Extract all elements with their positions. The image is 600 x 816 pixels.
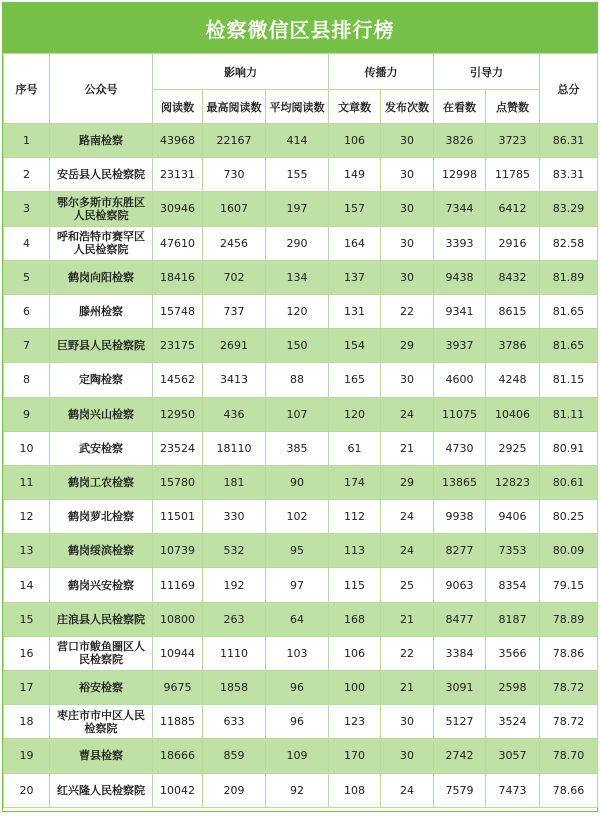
cell-likes: 6412 <box>486 192 540 226</box>
cell-avg-reads: 95 <box>266 534 329 568</box>
cell-articles: 120 <box>329 397 381 431</box>
cell-viewing: 2742 <box>434 739 486 773</box>
table-row <box>4 260 598 294</box>
cell-likes: 7473 <box>486 773 540 807</box>
cell-likes: 8432 <box>486 260 540 294</box>
cell-viewing: 5127 <box>434 705 486 739</box>
header-likes: 点赞数 <box>486 90 540 124</box>
cell-rank: 20 <box>4 773 50 807</box>
cell-reads: 9675 <box>153 671 203 705</box>
cell-rank: 1 <box>4 124 50 158</box>
cell-avg-reads: 134 <box>266 260 329 294</box>
cell-viewing: 11075 <box>434 397 486 431</box>
cell-account: 红兴隆人民检察院 <box>50 773 153 807</box>
cell-account: 滕州检察 <box>50 294 153 328</box>
cell-rank: 8 <box>4 363 50 397</box>
cell-total: 78.72 <box>540 705 598 739</box>
cell-total: 86.31 <box>540 124 598 158</box>
cell-articles: 123 <box>329 705 381 739</box>
cell-likes: 3057 <box>486 739 540 773</box>
cell-viewing: 3384 <box>434 636 486 670</box>
cell-likes: 9406 <box>486 500 540 534</box>
header-viewing: 在看数 <box>434 90 486 124</box>
cell-publishes: 24 <box>381 500 434 534</box>
cell-publishes: 21 <box>381 602 434 636</box>
cell-reads: 18666 <box>153 739 203 773</box>
cell-account: 枣庄市市中区人民检察院 <box>50 705 153 739</box>
cell-max-reads: 192 <box>203 568 266 602</box>
cell-likes: 3566 <box>486 636 540 670</box>
cell-total: 80.09 <box>540 534 598 568</box>
cell-viewing: 3393 <box>434 226 486 260</box>
header-spread: 传播力 <box>329 54 434 90</box>
cell-publishes: 30 <box>381 260 434 294</box>
cell-total: 82.58 <box>540 226 598 260</box>
cell-rank: 3 <box>4 192 50 226</box>
cell-articles: 164 <box>329 226 381 260</box>
cell-likes: 2916 <box>486 226 540 260</box>
table-row <box>4 534 598 568</box>
cell-publishes: 22 <box>381 294 434 328</box>
page-title: 检察微信区县排行榜 <box>3 3 597 53</box>
cell-total: 79.15 <box>540 568 598 602</box>
cell-avg-reads: 385 <box>266 431 329 465</box>
cell-account: 武安检察 <box>50 431 153 465</box>
header-influence: 影响力 <box>153 54 329 90</box>
table-row <box>4 226 598 260</box>
cell-articles: 154 <box>329 329 381 363</box>
cell-likes: 8187 <box>486 602 540 636</box>
cell-max-reads: 263 <box>203 602 266 636</box>
header-max-reads: 最高阅读数 <box>203 90 266 124</box>
cell-viewing: 8477 <box>434 602 486 636</box>
cell-rank: 9 <box>4 397 50 431</box>
table-row <box>4 158 598 192</box>
cell-articles: 100 <box>329 671 381 705</box>
cell-account: 鹤岗向阳检察 <box>50 260 153 294</box>
cell-account: 庄浪县人民检察院 <box>50 602 153 636</box>
cell-avg-reads: 150 <box>266 329 329 363</box>
cell-rank: 5 <box>4 260 50 294</box>
cell-max-reads: 1110 <box>203 636 266 670</box>
cell-total: 81.89 <box>540 260 598 294</box>
cell-viewing: 4600 <box>434 363 486 397</box>
cell-reads: 10042 <box>153 773 203 807</box>
cell-publishes: 29 <box>381 465 434 499</box>
cell-max-reads: 702 <box>203 260 266 294</box>
cell-articles: 131 <box>329 294 381 328</box>
cell-likes: 3723 <box>486 124 540 158</box>
cell-avg-reads: 290 <box>266 226 329 260</box>
cell-total: 78.66 <box>540 773 598 807</box>
cell-reads: 15780 <box>153 465 203 499</box>
cell-max-reads: 1858 <box>203 671 266 705</box>
cell-publishes: 30 <box>381 158 434 192</box>
cell-viewing: 4730 <box>434 431 486 465</box>
cell-avg-reads: 96 <box>266 705 329 739</box>
cell-publishes: 24 <box>381 534 434 568</box>
cell-max-reads: 3413 <box>203 363 266 397</box>
cell-max-reads: 1607 <box>203 192 266 226</box>
cell-account: 安岳县人民检察院 <box>50 158 153 192</box>
cell-articles: 170 <box>329 739 381 773</box>
cell-rank: 6 <box>4 294 50 328</box>
cell-articles: 137 <box>329 260 381 294</box>
cell-total: 78.72 <box>540 671 598 705</box>
cell-rank: 19 <box>4 739 50 773</box>
cell-articles: 112 <box>329 500 381 534</box>
cell-account: 鹤岗兴山检察 <box>50 397 153 431</box>
cell-total: 81.11 <box>540 397 598 431</box>
cell-articles: 115 <box>329 568 381 602</box>
cell-max-reads: 2456 <box>203 226 266 260</box>
cell-total: 78.70 <box>540 739 598 773</box>
table-header <box>4 54 598 124</box>
table-row <box>4 739 598 773</box>
table-row <box>4 329 598 363</box>
cell-rank: 16 <box>4 636 50 670</box>
header-publishes: 发布次数 <box>381 90 434 124</box>
cell-avg-reads: 103 <box>266 636 329 670</box>
cell-reads: 23131 <box>153 158 203 192</box>
cell-rank: 12 <box>4 500 50 534</box>
cell-max-reads: 330 <box>203 500 266 534</box>
cell-articles: 149 <box>329 158 381 192</box>
table-row <box>4 397 598 431</box>
cell-likes: 10406 <box>486 397 540 431</box>
table-row <box>4 773 598 807</box>
cell-articles: 106 <box>329 636 381 670</box>
cell-reads: 12950 <box>153 397 203 431</box>
cell-total: 81.65 <box>540 294 598 328</box>
cell-viewing: 12998 <box>434 158 486 192</box>
ranking-table <box>3 53 598 808</box>
cell-publishes: 30 <box>381 363 434 397</box>
cell-reads: 11885 <box>153 705 203 739</box>
cell-avg-reads: 92 <box>266 773 329 807</box>
cell-max-reads: 859 <box>203 739 266 773</box>
cell-rank: 17 <box>4 671 50 705</box>
cell-viewing: 3937 <box>434 329 486 363</box>
table-row <box>4 124 598 158</box>
cell-viewing: 9341 <box>434 294 486 328</box>
cell-reads: 43968 <box>153 124 203 158</box>
cell-account: 营口市鲅鱼圈区人民检察院 <box>50 636 153 670</box>
cell-reads: 18416 <box>153 260 203 294</box>
cell-max-reads: 436 <box>203 397 266 431</box>
table-row <box>4 363 598 397</box>
cell-publishes: 21 <box>381 431 434 465</box>
cell-max-reads: 737 <box>203 294 266 328</box>
cell-viewing: 9438 <box>434 260 486 294</box>
cell-rank: 10 <box>4 431 50 465</box>
cell-publishes: 24 <box>381 773 434 807</box>
table-row <box>4 294 598 328</box>
cell-reads: 47610 <box>153 226 203 260</box>
cell-viewing: 9063 <box>434 568 486 602</box>
table-row <box>4 568 598 602</box>
cell-likes: 7353 <box>486 534 540 568</box>
header-rank: 序号 <box>4 54 50 124</box>
cell-total: 80.61 <box>540 465 598 499</box>
cell-max-reads: 633 <box>203 705 266 739</box>
cell-reads: 23175 <box>153 329 203 363</box>
cell-total: 78.89 <box>540 602 598 636</box>
cell-max-reads: 730 <box>203 158 266 192</box>
cell-publishes: 30 <box>381 739 434 773</box>
cell-publishes: 25 <box>381 568 434 602</box>
table-row <box>4 192 598 226</box>
cell-account: 裕安检察 <box>50 671 153 705</box>
cell-rank: 4 <box>4 226 50 260</box>
cell-rank: 15 <box>4 602 50 636</box>
cell-rank: 2 <box>4 158 50 192</box>
cell-publishes: 30 <box>381 124 434 158</box>
cell-reads: 30946 <box>153 192 203 226</box>
cell-publishes: 30 <box>381 226 434 260</box>
cell-avg-reads: 197 <box>266 192 329 226</box>
cell-likes: 3524 <box>486 705 540 739</box>
cell-total: 83.31 <box>540 158 598 192</box>
cell-account: 曹县检察 <box>50 739 153 773</box>
cell-viewing: 7344 <box>434 192 486 226</box>
cell-rank: 18 <box>4 705 50 739</box>
table-row <box>4 602 598 636</box>
cell-avg-reads: 90 <box>266 465 329 499</box>
cell-max-reads: 22167 <box>203 124 266 158</box>
cell-viewing: 7579 <box>434 773 486 807</box>
cell-account: 鹤岗萝北检察 <box>50 500 153 534</box>
cell-reads: 11169 <box>153 568 203 602</box>
cell-reads: 10739 <box>153 534 203 568</box>
cell-max-reads: 532 <box>203 534 266 568</box>
cell-account: 鄂尔多斯市东胜区人民检察院 <box>50 192 153 226</box>
cell-publishes: 21 <box>381 671 434 705</box>
cell-total: 80.25 <box>540 500 598 534</box>
cell-avg-reads: 102 <box>266 500 329 534</box>
cell-articles: 106 <box>329 124 381 158</box>
cell-likes: 11785 <box>486 158 540 192</box>
cell-account: 鹤岗绥滨检察 <box>50 534 153 568</box>
table-body <box>4 124 598 808</box>
cell-avg-reads: 109 <box>266 739 329 773</box>
cell-account: 鹤岗工农检察 <box>50 465 153 499</box>
cell-avg-reads: 107 <box>266 397 329 431</box>
cell-avg-reads: 96 <box>266 671 329 705</box>
header-total: 总分 <box>540 54 598 124</box>
cell-rank: 13 <box>4 534 50 568</box>
cell-rank: 7 <box>4 329 50 363</box>
cell-reads: 15748 <box>153 294 203 328</box>
cell-account: 呼和浩特市赛罕区人民检察院 <box>50 226 153 260</box>
cell-likes: 12823 <box>486 465 540 499</box>
table-row <box>4 431 598 465</box>
cell-articles: 168 <box>329 602 381 636</box>
cell-articles: 61 <box>329 431 381 465</box>
cell-account: 巨野县人民检察院 <box>50 329 153 363</box>
cell-publishes: 30 <box>381 705 434 739</box>
cell-articles: 165 <box>329 363 381 397</box>
cell-likes: 4248 <box>486 363 540 397</box>
cell-total: 80.91 <box>540 431 598 465</box>
cell-account: 鹤岗兴安检察 <box>50 568 153 602</box>
cell-viewing: 3826 <box>434 124 486 158</box>
cell-total: 81.65 <box>540 329 598 363</box>
ranking-page <box>2 2 598 812</box>
cell-max-reads: 209 <box>203 773 266 807</box>
cell-publishes: 24 <box>381 397 434 431</box>
header-reads: 阅读数 <box>153 90 203 124</box>
cell-avg-reads: 64 <box>266 602 329 636</box>
cell-avg-reads: 155 <box>266 158 329 192</box>
cell-reads: 14562 <box>153 363 203 397</box>
cell-rank: 11 <box>4 465 50 499</box>
header-account: 公众号 <box>50 54 153 124</box>
table-row <box>4 465 598 499</box>
cell-viewing: 13865 <box>434 465 486 499</box>
cell-account: 定陶检察 <box>50 363 153 397</box>
cell-publishes: 22 <box>381 636 434 670</box>
cell-reads: 23524 <box>153 431 203 465</box>
cell-max-reads: 18110 <box>203 431 266 465</box>
header-avg-reads: 平均阅读数 <box>266 90 329 124</box>
cell-articles: 113 <box>329 534 381 568</box>
cell-viewing: 8277 <box>434 534 486 568</box>
cell-likes: 2598 <box>486 671 540 705</box>
cell-rank: 14 <box>4 568 50 602</box>
cell-publishes: 29 <box>381 329 434 363</box>
cell-reads: 10944 <box>153 636 203 670</box>
header-guidance: 引导力 <box>434 54 540 90</box>
cell-account: 路南检察 <box>50 124 153 158</box>
cell-likes: 3786 <box>486 329 540 363</box>
cell-publishes: 30 <box>381 192 434 226</box>
cell-avg-reads: 414 <box>266 124 329 158</box>
cell-articles: 174 <box>329 465 381 499</box>
cell-avg-reads: 97 <box>266 568 329 602</box>
table-row <box>4 500 598 534</box>
cell-total: 78.86 <box>540 636 598 670</box>
cell-avg-reads: 120 <box>266 294 329 328</box>
cell-avg-reads: 88 <box>266 363 329 397</box>
cell-viewing: 9938 <box>434 500 486 534</box>
cell-articles: 108 <box>329 773 381 807</box>
table-row <box>4 671 598 705</box>
cell-likes: 8615 <box>486 294 540 328</box>
header-articles: 文章数 <box>329 90 381 124</box>
cell-reads: 11501 <box>153 500 203 534</box>
cell-viewing: 3091 <box>434 671 486 705</box>
cell-articles: 157 <box>329 192 381 226</box>
cell-likes: 8354 <box>486 568 540 602</box>
table-row <box>4 705 598 739</box>
cell-max-reads: 2691 <box>203 329 266 363</box>
cell-likes: 2925 <box>486 431 540 465</box>
table-row <box>4 636 598 670</box>
cell-total: 81.15 <box>540 363 598 397</box>
cell-max-reads: 181 <box>203 465 266 499</box>
cell-total: 83.29 <box>540 192 598 226</box>
cell-reads: 10800 <box>153 602 203 636</box>
